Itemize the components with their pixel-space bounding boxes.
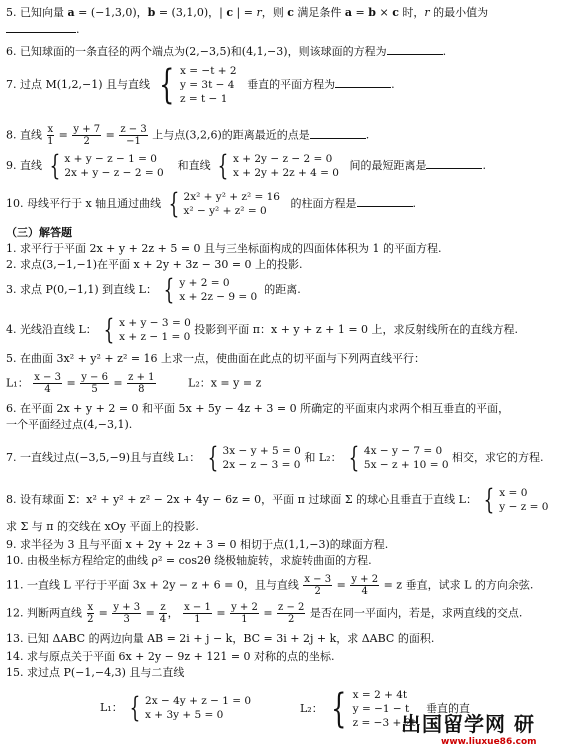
question-5: 5. 已知向量 a = (−1,3,0)，b = (3,1,0)，| c | = r，则 c 满足条件 a = b × c 时，r 的最小值为 xyxy=(6,6,489,19)
problem-15: 15. 求过点 P(−1,−4,3) 且与二直线 xyxy=(6,666,185,679)
question-8: 8. 直线 $\frac{x}{1}$ = $\frac{y + 7}{2}$ = $\frac{z - 3}{-1}$ 上与点(3,2,6)的距离最近的点是 . xyxy=(6,124,370,147)
problem-3: 3. 求点 P(0,−1,1) 到直线 L： { y + 2 = 0 x + 2z − 9 = 0 的距离. xyxy=(6,273,301,306)
problem-11: 11. 一直线 L 平行于平面 3x + 2y − z + 6 = 0，且与直线 $\frac{x - 3}{2}$ = $\frac{y + 2}{4}$ = z 垂直，试求 L 的方向余弦. xyxy=(6,574,534,597)
question-10: 10. 母线平行于 x 轴且通过曲线 { 2x² + y² + z² = 16 x² − y² + z² = 0 的柱面方程是 . xyxy=(6,187,416,220)
problem-12: 12. 判断两直线 $\frac{x}{2}$ = $\frac{y + 3}{3}$ = $\frac{z}{4}$ ， $\frac{x - 1}{1}$ = $\frac{y + 2}{1}$ = $\frac{z - 2}{2}$ 是否在同一平面内，若是，求两直线的交点. xyxy=(6,602,523,625)
problem-8-cont: 求 Σ 与 π 的交线在 xOy 平面上的投影. xyxy=(6,520,199,533)
problem-8: 8. 设有球面 Σ：x² + y² + z² − 2x + 4y − 6z = 0，平面 π 过球面 Σ 的球心且垂直于直线 L： { x = 0 y − z = 0 xyxy=(6,483,549,516)
problem-6: 6. 在平面 2x + y + 2 = 0 和平面 5x + 5y − 4z + 3 = 0 所确定的平面束内求两个相互垂直的平面， xyxy=(6,402,510,415)
problem-5: 5. 在曲面 3x² + y² + z² = 16 上求一点，使曲面在此点的切平面与下列两直线平行： xyxy=(6,352,426,365)
problem-7: 7. 一直线过点(−3,5,−9)且与直线 L₁： { 3x − y + 5 = 0 2x − z − 3 = 0 和 L₂： { 4x − y − 7 = 0 5x − z + 10 = 0 相交，求它的方程. xyxy=(6,441,544,474)
section-heading: （三）解答题 xyxy=(6,226,72,239)
question-7: 7. 过点 M(1,2,−1) 且与直线 { x = −t + 2 y = 3t − 4 z = t − 1 垂直的平面方程为 . xyxy=(6,62,395,108)
answer-blank-5: . xyxy=(6,22,80,37)
watermark-logo xyxy=(401,708,561,747)
problem-13: 13. 已知 ΔABC 的两边向量 AB = 2i + j − k，BC = 3i + 2j + k，求 ΔABC 的面积. xyxy=(6,632,435,645)
problem-10: 10. 由极坐标方程给定的曲线 ρ² = cos2θ 绕极轴旋转，求旋转曲面的方程. xyxy=(6,554,372,567)
problem-15-line-1: L₁： { 2x − 4y + z − 1 = 0 x + 3y + 5 = 0 xyxy=(100,691,252,724)
problem-6-cont: 一个平面经过点(4,−3,1). xyxy=(6,418,133,431)
problem-1: 1. 求平行于平面 2x + y + 2z + 5 = 0 且与三坐标面构成的四面体体积为 1 的平面方程. xyxy=(6,242,442,255)
problem-14: 14. 求与原点关于平面 6x + 2y − 9z + 121 = 0 对称的点的坐标. xyxy=(6,650,335,663)
watermark-text: 出国留学网 研 xyxy=(401,712,535,736)
problem-2: 2. 求点(3,−1,−1)在平面 x + 2y + 3z − 30 = 0 上的投影. xyxy=(6,258,303,271)
watermark-url: www.liuxue86.com xyxy=(441,737,537,747)
problem-4: 4. 光线沿直线 L： { x + y − 3 = 0 x + z − 1 = 0 投影到平面 π：x + y + z + 1 = 0 上，求反射线所在的直线方程. xyxy=(6,313,519,346)
question-9: 9. 直线 { x + y − z − 1 = 0 2x + y − z − 2 = 0 和直线 { x + 2y − z − 2 = 0 x + 2y + 2z + 4 = 0 间的最短距离是 . xyxy=(6,149,486,182)
problem-5-lines: L₁： $\frac{x - 3}{4}$ = $\frac{y - 6}{5}$ = $\frac{z + 1}{8}$ L₂：x = y = z xyxy=(6,372,262,395)
problem-9: 9. 求半径为 3 且与平面 x + 2y + 2z + 3 = 0 相切于点(1,1,−3)的球面方程. xyxy=(6,538,389,551)
problem-15-line-2: L₂： { x = 2 + 4t y = −1 − t z = −3 + 2t 垂直的直 xyxy=(300,686,471,732)
question-6: 6. 已知球面的一条直径的两个端点为(2,−3,5)和(4,1,−3)，则该球面的方程为 . xyxy=(6,45,447,58)
